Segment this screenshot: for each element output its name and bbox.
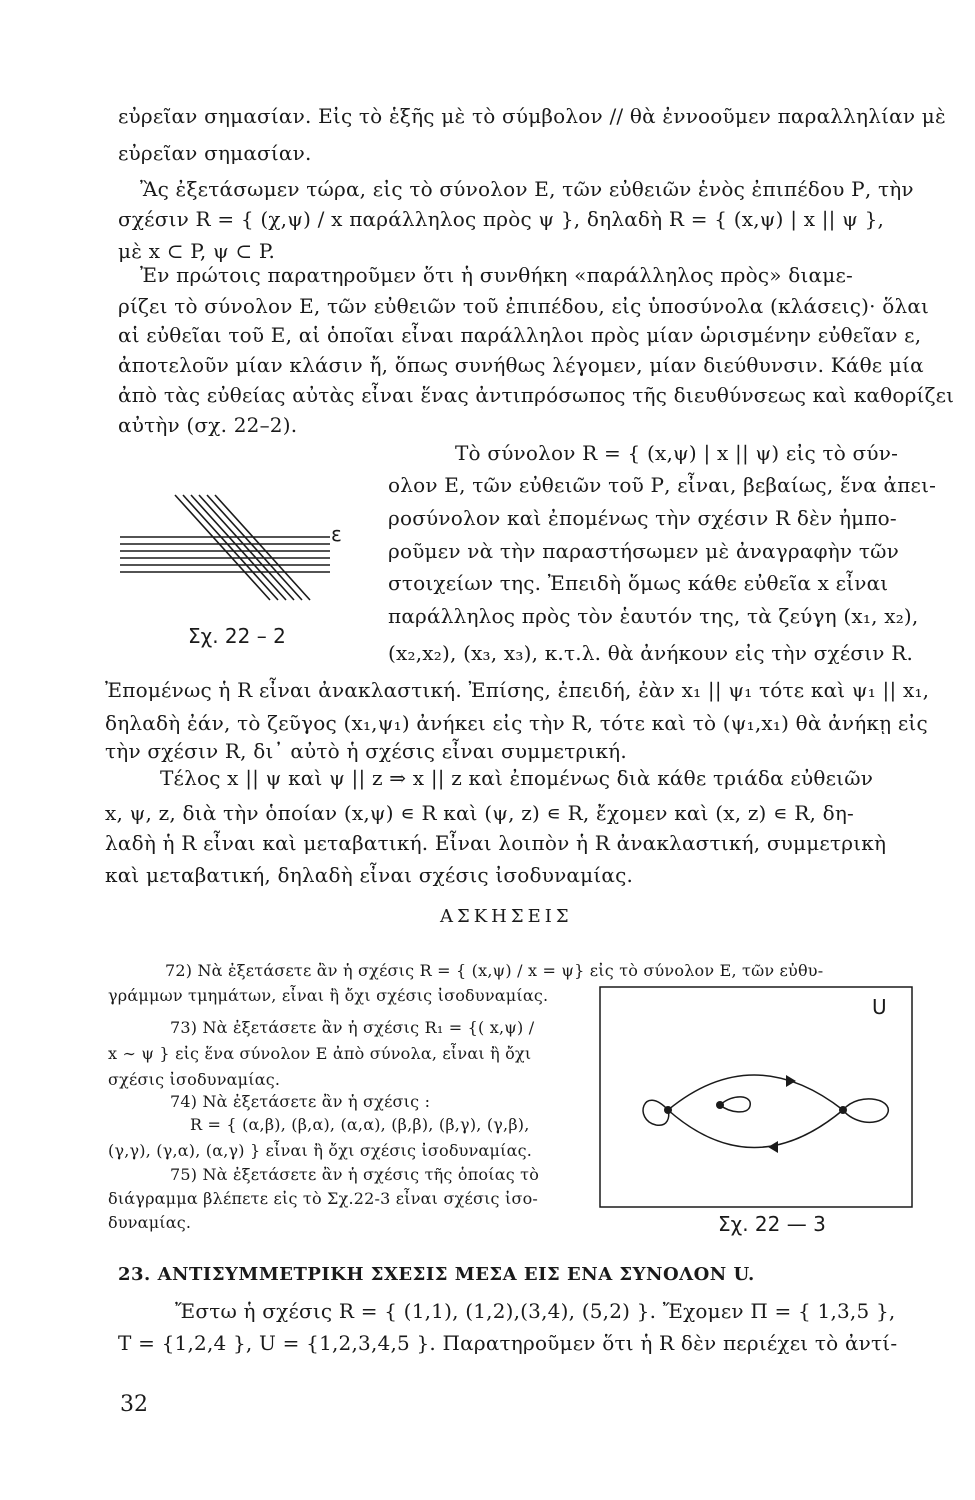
- node-left: [664, 1106, 672, 1114]
- middle-loop: [720, 1097, 750, 1112]
- body-line: αὐτὴν (σχ. 22–2).: [118, 413, 298, 437]
- body-line: μὲ x ⊂ P, ψ ⊂ P.: [118, 239, 276, 263]
- universe-box: [600, 987, 912, 1207]
- body-line: αἱ εὐθεῖαι τοῦ Ε, αἱ ὁποῖαι εἶναι παράλληλοι πρὸς μίαν ὡρισμένην εὐθεῖαν ε,: [118, 323, 922, 347]
- section-heading: 23. ΑΝΤΙΣΥΜΜΕΤΡΙΚΗ ΣΧΕΣΙΣ ΜΕΣΑ ΕΙΣ ΕΝΑ ΣΥΝΟΛΟΝ U.: [118, 1264, 755, 1285]
- exercise-line: γράμμων τμημάτων, εἶναι ἢ ὄχι σχέσις ἰσοδυναμίας.: [108, 986, 549, 1005]
- figure-label-epsilon: ε: [331, 522, 342, 546]
- body-line: ρίζει τὸ σύνολον Ε, τῶν εὐθειῶν τοῦ ἐπιπέδου, εἰς ὑποσύνολα (κλάσεις)· ὅλαι: [118, 294, 930, 318]
- body-line: T = {1,2,4 }, U = {1,2,3,4,5 }. Παρατηροῦμεν ὅτι ἡ R δὲν περιέχει τὸ ἀντί-: [118, 1331, 898, 1355]
- relation-diagram-figure: [598, 985, 918, 1215]
- body-line: τὴν σχέσιν R, δι᾽ αὐτὸ ἡ σχέσις εἶναι συμμετρική.: [105, 739, 627, 763]
- body-line: Ἂς ἐξετάσωμεν τώρα, εἰς τὸ σύνολον Ε, τῶν εὐθειῶν ἑνὸς ἐπιπέδου Ρ, τὴν: [140, 177, 914, 201]
- arrow-top: [668, 1075, 843, 1110]
- exercise-line: 74) Νὰ ἐξετάσετε ἂν ἡ σχέσις :: [170, 1092, 431, 1111]
- node-right: [839, 1106, 847, 1114]
- figure-caption: Σχ. 22 – 2: [188, 624, 286, 648]
- exercise-line: δυναμίας.: [108, 1213, 192, 1232]
- side-line: ροῦμεν νὰ τὴν παραστήσωμεν μὲ ἀναγραφὴν τῶν: [388, 539, 899, 563]
- exercises-heading: ΑΣΚΗΣΕΙΣ: [440, 906, 573, 927]
- body-line: ἀποτελοῦν μίαν κλάσιν ἤ, ὅπως συνήθως λέγομεν, μίαν διεύθυνσιν. Κάθε μία: [118, 353, 924, 377]
- body-line: Ἐπομένως ἡ R εἶναι ἀνακλαστική. Ἐπίσης, ἐπειδή, ἐὰν x₁ || ψ₁ τότε καὶ ψ₁ || x₁,: [105, 678, 930, 702]
- side-line: ολον Ε, τῶν εὐθειῶν τοῦ Ρ, εἶναι, βεβαίως, ἕνα ἀπει-: [388, 473, 937, 497]
- exercise-line: (γ,γ), (γ,α), (α,γ) } εἶναι ἢ ὄχι σχέσις ἰσοδυναμίας.: [108, 1141, 533, 1160]
- body-line: σχέσιν R = { (χ,ψ) / x παράλληλος πρὸς ψ }, δηλαδὴ R = { (x,ψ) | x || ψ },: [118, 207, 885, 231]
- body-line: Ἐν πρώτοις παρατηροῦμεν ὅτι ἡ συνθήκη «παράλληλος πρὸς» διαμε-: [140, 263, 853, 287]
- body-line: ἀπὸ τὰς εὐθείας αὐτὰς εἶναι ἕνας ἀντιπρόσωπος τῆς διευθύνσεως καὶ καθορίζει: [118, 383, 955, 407]
- exercise-line: 72) Νὰ ἐξετάσετε ἂν ἡ σχέσις R = { (x,ψ) / x = ψ} εἰς τὸ σύνολον Ε, τῶν εὐθυ-: [165, 961, 824, 980]
- body-line: εὐρεῖαν σημασίαν.: [118, 141, 312, 165]
- body-line: λαδὴ ἡ R εἶναι καὶ μεταβατική. Εἶναι λοιπὸν ἡ R ἀνακλαστική, συμμετρικὴ: [105, 831, 887, 855]
- right-loop: [843, 1099, 888, 1123]
- exercise-line: σχέσις ἰσοδυναμίας.: [108, 1070, 281, 1089]
- parallel-lines-figure: [120, 495, 350, 605]
- side-line: ροσύνολον καὶ ἐπομένως τὴν σχέσιν R δὲν ἠμπο-: [388, 506, 897, 530]
- page-number: 32: [120, 1392, 148, 1417]
- arrowhead-top: [786, 1075, 796, 1087]
- exercise-line: διάγραμμα βλέπετε εἰς τὸ Σχ.22-3 εἶναι σχέσις ἰσο-: [108, 1189, 539, 1208]
- side-line: παράλληλος πρὸς τὸν ἑαυτόν της, τὰ ζεύγη (x₁, x₂),: [388, 604, 919, 628]
- body-line: καὶ μεταβατική, δηλαδὴ εἶναι σχέσις ἰσοδυναμίας.: [105, 863, 634, 887]
- exercise-line: R = { (α,β), (β,α), (α,α), (β,β), (β,γ), (γ,β),: [190, 1115, 530, 1134]
- arrowhead-bottom: [768, 1141, 778, 1153]
- body-line: Ἔστω ἡ σχέσις R = { (1,1), (1,2),(3,4), (5,2) }. Ἔχομεν Π = { 1,3,5 },: [175, 1299, 896, 1323]
- figure-caption: Σχ. 22 — 3: [718, 1212, 826, 1236]
- side-line: (x₂,x₂), (x₃, x₃), κ.τ.λ. θὰ ἀνήκουν εἰς τὴν σχέσιν R.: [388, 641, 914, 665]
- left-loop: [643, 1100, 669, 1125]
- side-line: στοιχείων της. Ἐπειδὴ ὅμως κάθε εὐθεῖα x εἶναι: [388, 571, 889, 595]
- universe-label: U: [872, 995, 887, 1019]
- body-line: Τέλος x || ψ καὶ ψ || z ⇒ x || z καὶ ἐπομένως διὰ κάθε τριάδα εὐθειῶν: [160, 766, 874, 790]
- exercise-line: 73) Νὰ ἐξετάσετε ἂν ἡ σχέσις R₁ = {( x,ψ) /: [170, 1018, 535, 1037]
- node-middle: [716, 1101, 724, 1109]
- side-line: Τὸ σύνολον R = { (x,ψ) | x || ψ) εἰς τὸ σύν-: [455, 441, 899, 465]
- body-line: x, ψ, z, διὰ τὴν ὁποίαν (x,ψ) ∊ R καὶ (ψ, z) ∊ R, ἔχομεν καὶ (x, z) ∊ R, δη-: [105, 801, 854, 825]
- body-line: δηλαδὴ ἐάν, τὸ ζεῦγος (x₁,ψ₁) ἀνήκει εἰς τὴν R, τότε καὶ τὸ (ψ₁,x₁) θὰ ἀνήκῃ εἰς: [105, 711, 928, 735]
- exercise-line: x ∼ ψ } εἰς ἕνα σύνολον Ε ἀπὸ σύνολα, εἶναι ἢ ὄχι: [108, 1044, 532, 1063]
- body-line: εὐρεῖαν σημασίαν. Εἰς τὸ ἑξῆς μὲ τὸ σύμβολον // θὰ ἐννοοῦμεν παραλληλίαν μὲ: [118, 104, 946, 128]
- arrow-bottom: [668, 1110, 843, 1148]
- exercise-line: 75) Νὰ ἐξετάσετε ἂν ἡ σχέσις τῆς ὁποίας τὸ: [170, 1165, 540, 1184]
